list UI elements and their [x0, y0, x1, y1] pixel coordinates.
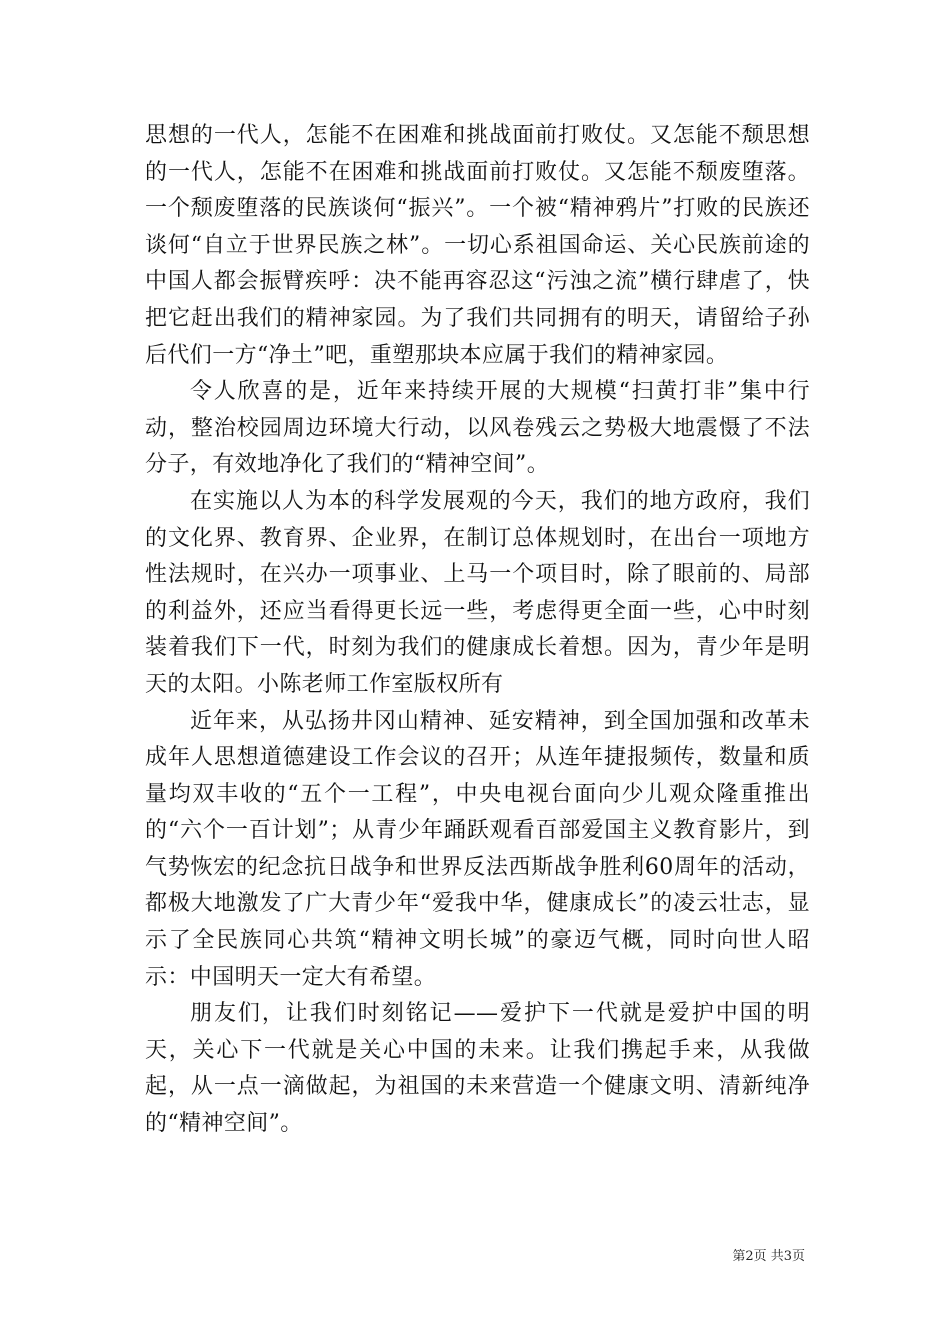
paragraph-5: 朋友们，让我们时刻铭记——爱护下一代就是爱护中国的明天，关心下一代就是关心中国的未来。让我们携起手来，从我做起，从一点一滴做起，为祖国的未来营造一个健康文明、清新纯净的“精神空间”。	[145, 1001, 810, 1137]
paragraph-2: 令人欣喜的是，近年来持续开展的大规模“扫黄打非”集中行动，整治校园周边环境大行动，以风卷残云之势极大地震慑了不法分子，有效地净化了我们的“精神空间”。	[145, 379, 810, 478]
page-number: 第2页 共3页	[732, 1249, 805, 1264]
paragraph-3: 在实施以人为本的科学发展观的今天，我们的地方政府，我们的文化界、教育界、企业界，在制订总体规划时，在出台一项地方性法规时，在兴办一项事业、上马一个项目时，除了眼前的、局部的利益外，还应当看得更长远一些，考虑得更全面一些，心中时刻装着我们下一代，时刻为我们的健康成长着想。因为，青少年是明天的太阳。小陈老师工作室版权所有	[145, 488, 810, 697]
document-body	[145, 118, 810, 1143]
paragraph-4: 近年来，从弘扬井冈山精神、延安精神，到全国加强和改革未成年人思想道德建设工作会议的召开；从连年捷报频传，数量和质量均双丰收的“五个一工程”，中央电视台面向少儿观众隆重推出的“六个一百计划”；从青少年踊跃观看百部爱国主义教育影片，到气势恢宏的纪念抗日战争和世界反法西斯战争胜利60周年的活动，都极大地激发了广大青少年“爱我中华，健康成长”的凌云壮志，显示了全民族同心共筑“精神文明长城”的豪迈气概，同时向世人昭示：中国明天一定大有希望。	[145, 708, 810, 990]
paragraph-1: 思想的一代人，怎能不在困难和挑战面前打败仗。又怎能不颓思想的一代人，怎能不在困难和挑战面前打败仗。又怎能不颓废堕落。一个颓废堕落的民族谈何“振兴”。一个被“精神鸦片”打败的民族还谈何“自立于世界民族之林”。一切心系祖国命运、关心民族前途的中国人都会振臂疾呼：决不能再容忍这“污浊之流”横行肆虐了，快把它赶出我们的精神家园。为了我们共同拥有的明天，请留给子孙后代们一方“净土”吧，重塑那块本应属于我们的精神家园。	[145, 123, 810, 368]
